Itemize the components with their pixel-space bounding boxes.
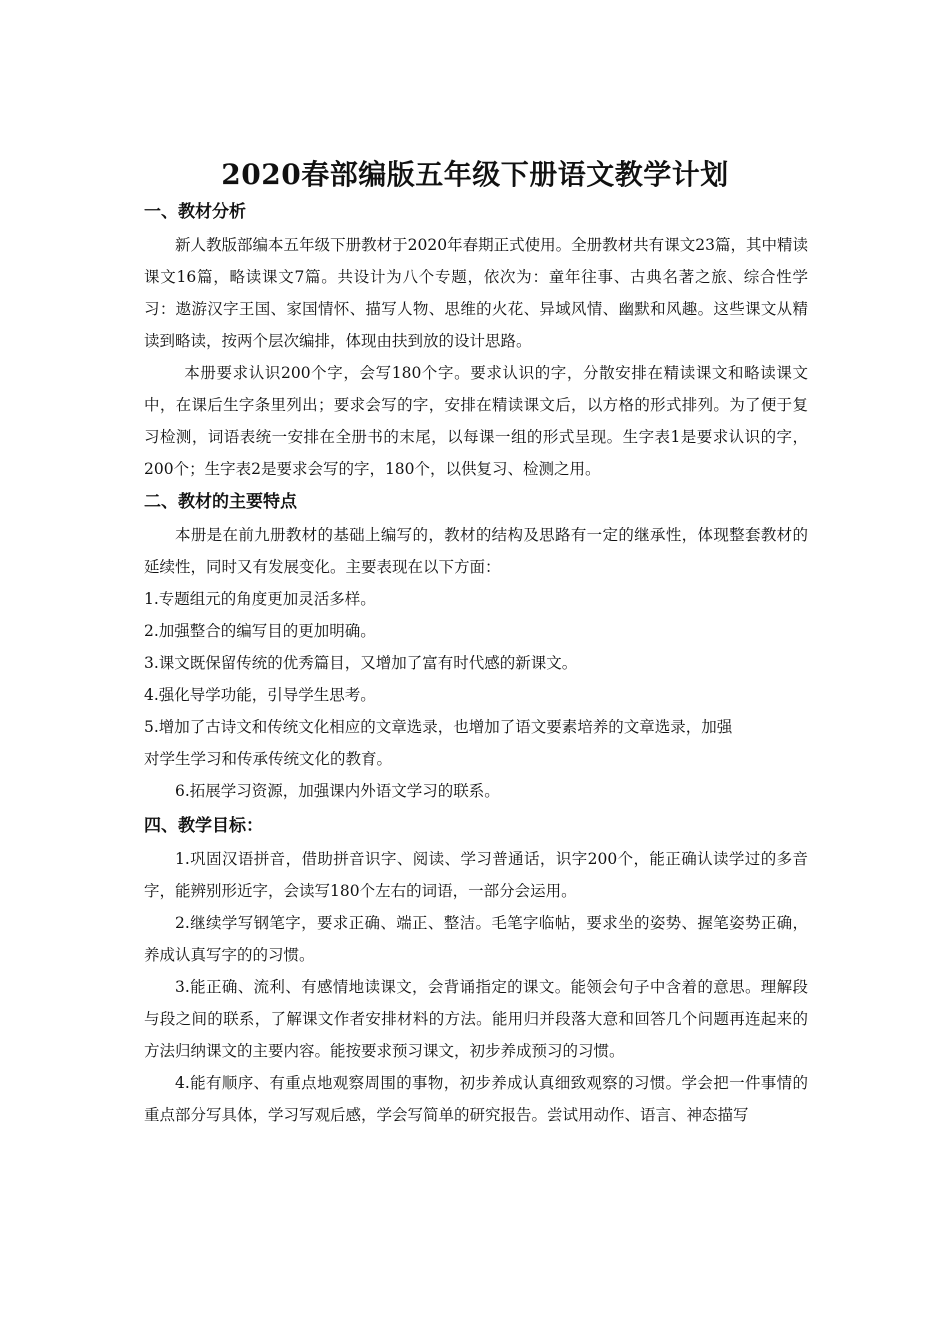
list-item: 5.增加了古诗文和传统文化相应的文章选录，也增加了语文要素培养的文章选录，加强 <box>144 718 733 736</box>
list-item: 4.强化导学功能，引导学生思考。 <box>144 686 376 704</box>
paragraph: 4.能有顺序、有重点地观察周围的事物，初步养成认真细致观察的习惯。学会把一件事情的重点部分写具体，学习写观后感，学会写简单的研究报告。尝试用动作、语言、神态描写 <box>144 1074 808 1124</box>
section-textbook-analysis <box>144 199 808 485</box>
section-heading: 一、教材分析 <box>144 202 246 222</box>
list-item: 6.拓展学习资源，加强课内外语文学习的联系。 <box>175 782 500 800</box>
paragraph: 1.巩固汉语拼音，借助拼音识字、阅读、学习普通话，识字200个，能正确认读学过的多音字，能辨别形近字，会读写180个左右的词语，一部分会运用。 <box>144 850 808 900</box>
paragraph: 3.能正确、流利、有感情地读课文，会背诵指定的课文。能领会句子中含着的意思。理解段与段之间的联系，了解课文作者安排材料的方法。能用归并段落大意和回答几个问题再连起来的方法归纳课文的主要内容。能按要求预习课文，初步养成预习的习惯。 <box>144 978 808 1060</box>
list-item: 3.课文既保留传统的优秀篇目，又增加了富有时代感的新课文。 <box>144 654 578 672</box>
section-heading: 二、教材的主要特点 <box>144 492 297 512</box>
list-item: 2.加强整合的编写目的更加明确。 <box>144 622 376 640</box>
section-heading: 四、教学目标： <box>144 816 263 836</box>
page-title: 2020春部编版五年级下册语文教学计划 <box>221 158 729 191</box>
list-item: 1.专题组元的角度更加灵活多样。 <box>144 590 376 608</box>
paragraph: 本册是在前九册教材的基础上编写的，教材的结构及思路有一定的继承性，体现整套教材的延续性，同时又有发展变化。主要表现在以下方面： <box>144 526 808 576</box>
section-main-features <box>144 489 808 807</box>
section-teaching-goals <box>144 813 808 1131</box>
paragraph: 本册要求认识200个字，会写180个字。要求认识的字，分散安排在精读课文和略读课文中，在课后生字条里列出；要求会写的字，安排在精读课文后，以方格的形式排列。为了便于复习检测，词语表统一安排在全册书的末尾，以每课一组的形式呈现。生字表1是要求认识的字，200个；生字表2是要求会写的字，180个，以供复习、检测之用。 <box>144 364 808 478</box>
paragraph: 新人教版部编本五年级下册教材于2020年春期正式使用。全册教材共有课文23篇，其中精读课文16篇，略读课文7篇。共设计为八个专题，依次为：童年往事、古典名著之旅、综合性学习：遨游汉字王国、家国情怀、描写人物、思维的火花、异域风情、幽默和风趣。这些课文从精读到略读，按两个层次编排，体现由扶到放的设计思路。 <box>144 236 808 350</box>
document-body <box>144 199 808 1133</box>
list-item: 对学生学习和传承传统文化的教育。 <box>144 750 393 768</box>
paragraph: 2.继续学写钢笔字，要求正确、端正、整洁。毛笔字临帖，要求坐的姿势、握笔姿势正确，养成认真写字的的习惯。 <box>144 914 808 964</box>
